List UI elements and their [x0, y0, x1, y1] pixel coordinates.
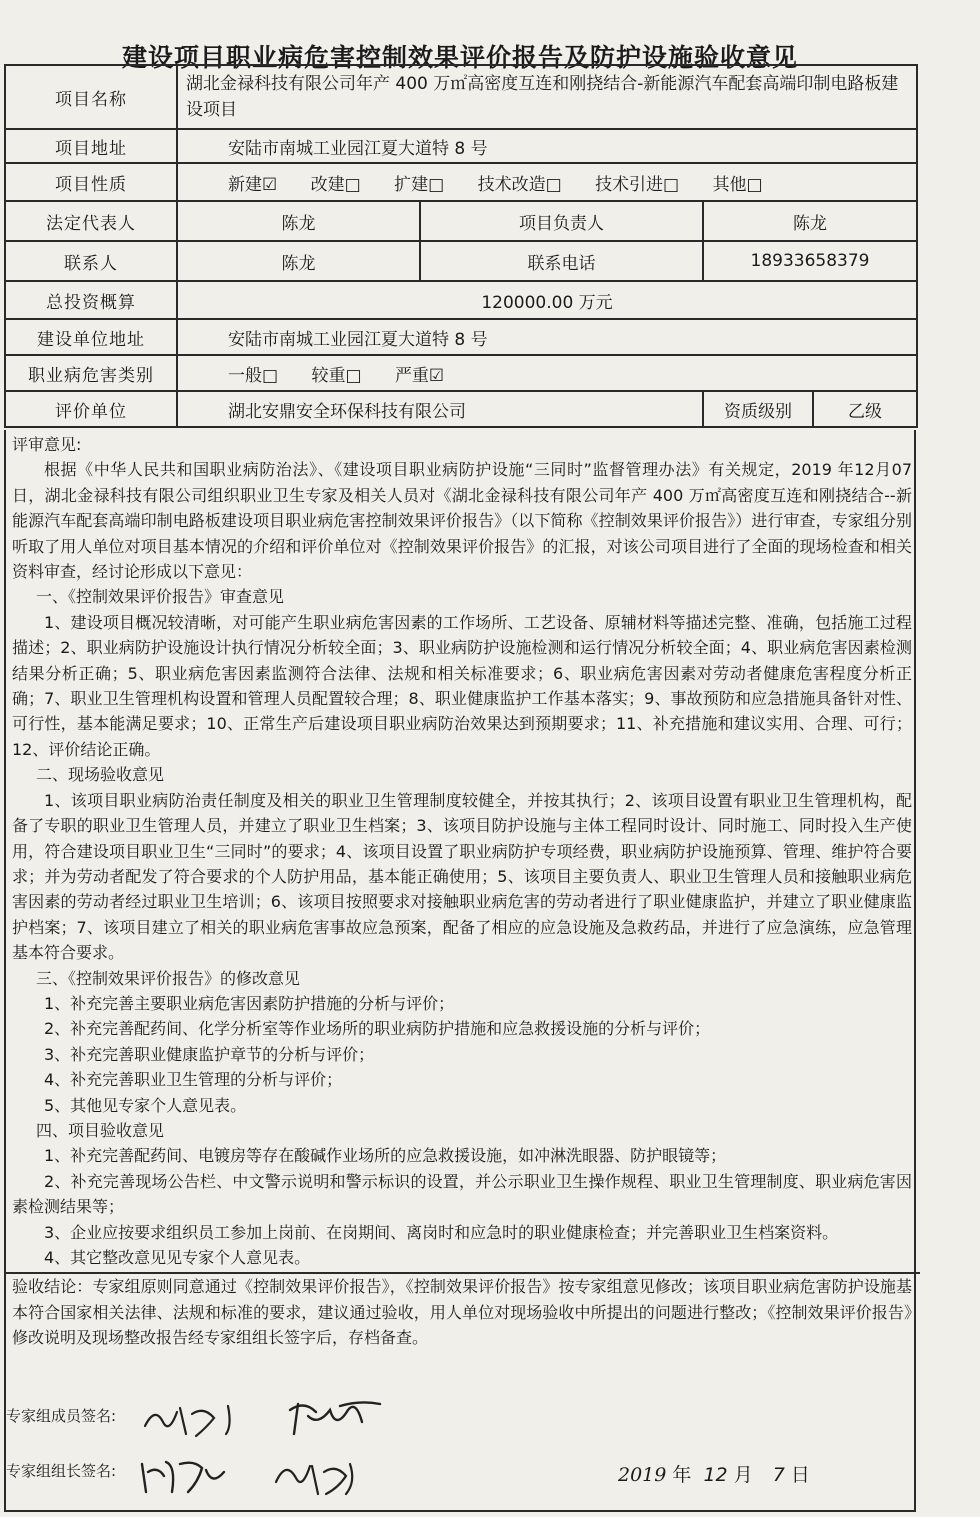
- phone-value: 18933658379: [703, 241, 917, 281]
- section-1-text: 1、建设项目概况较清晰，对可能产生职业病危害因素的工作场所、工艺设备、原辅材料等描述完整、准确，包括施工过程描述；2、职业病防护设施设计执行情况分析较全面；3、职业病防护设施检测和运行情况分析较全面；4、职业病危害因素检测结果分析正确；5、职业病危害因素监测符合法律、法规和相关标准要求；6、职业病危害因素对劳动者健康危害程度分析正确；7、职业卫生管理机构设置和管理人员配置较合理；8、职业健康监护工作基本落实；9、事故预防和应急措施具备针对性、可行性，基本能满足要求；10、正常生产后建设项目职业病防治效果达到预期要求；11、补充措施和建议实用、合理、可行；12、评价结论正确。: [12, 612, 912, 759]
- expert-leader-sign-label: 专家组组长签名:: [6, 1462, 117, 1480]
- expert-members-sign-label: 专家组成员签名:: [6, 1407, 117, 1425]
- project-name-value: 湖北金禄科技有限公司年产 400 万㎡高密度互连和刚挠结合-新能源汽车配套高端印制电路板建设项目: [177, 65, 917, 129]
- acceptance-conclusion: 验收结论：专家组原则同意通过《控制效果评价报告》，《控制效果评价报告》按专家组意见修改；该项目职业病危害防护设施基本符合国家相关法律、法规和标准的要求，建议通过验收，用人单位对现场验收中所提出的问题进行整改；《控制效果评价报告》修改说明及现场整改报告经专家组组长签字后，存档备查。: [12, 1277, 912, 1348]
- section-3-item: 4、补充完善职业卫生管理的分析与评价；: [44, 1070, 343, 1090]
- hazard-option-general: 一般□: [228, 365, 279, 386]
- project-leader-value: 陈龙: [703, 201, 917, 241]
- unit-address-label: 建设单位地址: [5, 319, 177, 355]
- nature-option-rebuild: 改建□: [310, 174, 361, 195]
- date-month: 12: [703, 1464, 728, 1486]
- section-4-item: 2、补充完善现场公告栏、中文警示说明和警示标识的设置，并公示职业卫生操作规程、职业卫生管理制度、职业病危害因素检测结果等；: [12, 1171, 912, 1217]
- opinion-intro: 根据《中华人民共和国职业病防治法》、《建设项目职业病防护设施“三同时”监督管理办法》有关规定，2019 年12月07日，湖北金禄科技有限公司组织职业卫生专家及相关人员对《湖北金禄科技有限公司年产 400 万㎡高密度互连和刚挠结合--新能源汽车配套高端印制电路板建设项目职业病危害控制效果评价报告》（以下简称《控制效果评价报告》）进行审查，专家组分别听取了用人单位对项目基本情况的介绍和评价单位对《控制效果评价报告》的汇报，对该公司项目进行了全面的现场检查和相关资料审查，经讨论形成以下意见：: [12, 460, 912, 582]
- investment-value: 120000.00 万元: [177, 281, 917, 319]
- hazard-category-label: 职业病危害类别: [5, 355, 177, 391]
- row-unit-address: [5, 319, 917, 355]
- legal-rep-value: 陈龙: [177, 201, 420, 241]
- eval-unit-label: 评价单位: [5, 391, 177, 427]
- nature-option-expand: 扩建□: [394, 174, 445, 195]
- project-leader-label: 项目负责人: [420, 201, 703, 241]
- review-opinion-text: [12, 432, 912, 1351]
- contact-label: 联系人: [5, 241, 177, 281]
- section-4-title: 四、项目验收意见: [36, 1120, 165, 1140]
- section-3-item: 3、补充完善职业健康监护章节的分析与评价；: [44, 1044, 375, 1064]
- row-project-nature: [5, 163, 917, 201]
- project-address-value: 安陆市南城工业园江夏大道特 8 号: [177, 129, 917, 163]
- section-3-item: 1、补充完善主要职业病危害因素防护措施的分析与评价；: [44, 993, 455, 1013]
- unit-address-value: 安陆市南城工业园江夏大道特 8 号: [177, 319, 917, 355]
- qualification-value: 乙级: [813, 391, 917, 427]
- project-nature-label: 项目性质: [5, 163, 177, 201]
- row-investment: [5, 281, 917, 319]
- date-year-unit: 年: [672, 1464, 692, 1486]
- nature-option-tech-upgrade: 技术改造□: [477, 174, 562, 195]
- expert-leader-signature: [136, 1452, 396, 1502]
- project-info-table: [4, 64, 918, 428]
- expert-members-signature: [140, 1396, 400, 1442]
- section-3-item: 2、补充完善配药间、化学分析室等作业场所的职业病防护措施和应急救援设施的分析与评价；: [44, 1019, 711, 1039]
- row-hazard-category: [5, 355, 917, 391]
- nature-option-new: 新建☑: [228, 174, 278, 195]
- row-project-name: [5, 65, 917, 129]
- sign-date: [618, 1460, 810, 1487]
- qualification-label: 资质级别: [703, 391, 813, 427]
- nature-option-other: 其他□: [712, 174, 763, 195]
- opinion-heading: 评审意见:: [12, 435, 82, 454]
- hazard-option-serious: 较重□: [311, 365, 362, 386]
- row-contact: [5, 241, 917, 281]
- section-2-text: 1、该项目职业病防治责任制度及相关的职业卫生管理制度较健全，并按其执行；2、该项目设置有职业卫生管理机构，配备了专职的职业卫生管理人员，并建立了职业卫生档案；3、该项目防护设施与主体工程同时设计、同时施工、同时投入生产使用，符合建设项目职业卫生“三同时”的要求；4、该项目设置了职业病防护专项经费，职业病防护设施预算、管理、维护符合要求；并为劳动者配发了符合要求的个人防护用品，基本能正确使用；5、该项目主要负责人、职业卫生管理人员和接触职业病危害因素的劳动者经过职业卫生培训；6、该项目按照要求对接触职业病危害的劳动者进行了职业健康监护，并建立了职业健康监护档案；7、该项目建立了相关的职业病危害事故应急预案，配备了相应的应急设施及急救药品，并进行了应急演练，应急管理基本符合要求。: [12, 790, 912, 963]
- document-title: 建设项目职业病危害控制效果评价报告及防护设施验收意见: [121, 43, 798, 72]
- section-1-title: 一、《控制效果评价报告》审查意见: [36, 587, 285, 607]
- row-legal-rep: [5, 201, 917, 241]
- section-3-item: 5、其他见专家个人意见表。: [44, 1095, 247, 1115]
- date-month-unit: 月: [733, 1464, 753, 1486]
- section-4-item: 1、补充完善配药间、电镀房等存在酸碱作业场所的应急救援设施，如冲淋洗眼器、防护眼镜等；: [44, 1146, 727, 1166]
- section-4-item: 4、其它整改意见见专家个人意见表。: [44, 1248, 311, 1267]
- hazard-option-severe: 严重☑: [394, 365, 445, 386]
- hazard-category-options: [177, 355, 917, 391]
- date-year: 2019: [618, 1464, 667, 1486]
- nature-option-tech-import: 技术引进□: [595, 174, 680, 195]
- row-project-address: [5, 129, 917, 163]
- date-day-unit: 日: [790, 1464, 810, 1486]
- eval-unit-value: 湖北安鼎安全环保科技有限公司: [177, 391, 703, 427]
- section-4-item: 3、企业应按要求组织员工参加上岗前、在岗期间、离岗时和应急时的职业健康检查；并完善职业卫生档案资料。: [44, 1222, 839, 1242]
- section-3-title: 三、《控制效果评价报告》的修改意见: [36, 968, 301, 988]
- row-eval-unit: [5, 391, 917, 427]
- review-opinion-box: [4, 430, 916, 1512]
- date-day: 7: [772, 1464, 785, 1486]
- project-address-label: 项目地址: [5, 129, 177, 163]
- section-2-title: 二、现场验收意见: [36, 765, 165, 785]
- investment-label: 总投资概算: [5, 281, 177, 319]
- project-nature-options: [177, 163, 917, 201]
- legal-rep-label: 法定代表人: [5, 201, 177, 241]
- contact-value: 陈龙: [177, 241, 420, 281]
- project-name-label: 项目名称: [5, 65, 177, 129]
- phone-label: 联系电话: [420, 241, 703, 281]
